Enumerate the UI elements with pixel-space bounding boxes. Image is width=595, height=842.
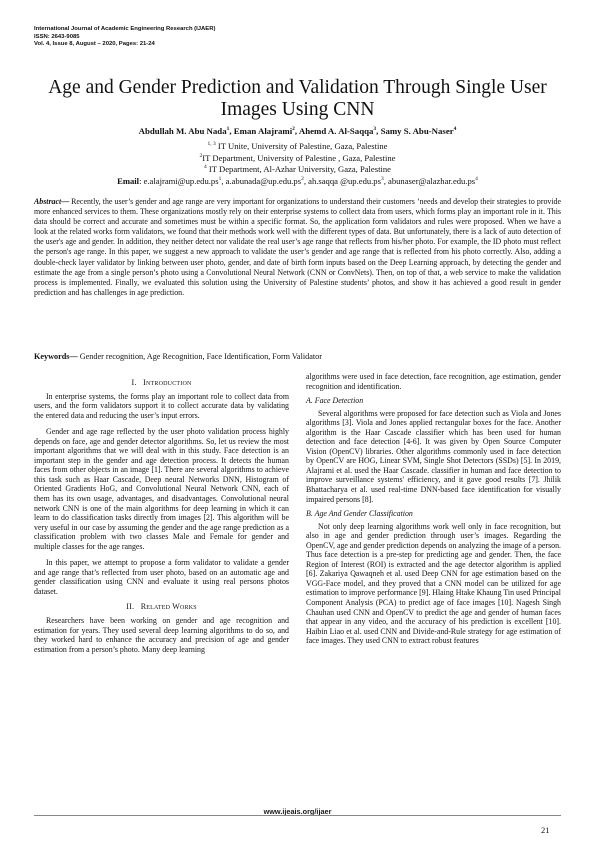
paragraph: Several algorithms were proposed for face detection such as Viola and Jones algorithms [3]. Viola and Jones applied rectangular boxes for the face. Another algorithm is the Haar Cascade classifier which has been used for human detection and face detection [4-6]. It was given by Open Source Computer Vision (OpenCV) libraries. Other algorithms commonly used in face detection by OpenCV are HOG, Linear SVM, Single Shot Detectors (SSDs) [5]. In 2019, Alajrami et al. used the Haar Cascade. classifier in human and face detection to improve surveillance systems' efficiency, and it gave good results [7]. Jhilik Bhattacharya et al. used real-time DNN-based face identification for visually impaired persons [8]. <box>306 408 561 504</box>
author-sup: 2 <box>292 126 295 133</box>
affiliation-line <box>34 141 561 153</box>
paragraph: In this paper, we attempt to propose a form validator to validate a gender and age range that’s reflected from user photo, based on an automatic age and gender classification using CNN and evaluate it using real persons photos dataset. <box>34 558 289 596</box>
author-name: Ahemd A. Al-Saqqa <box>298 126 374 136</box>
affiliation-text: IT Department, Al-Azhar University, Gaza, Palestine <box>206 164 391 175</box>
paragraph: algorithms were used in face detection, face recognition, age estimation, gender recognition and identification. <box>306 372 561 391</box>
author-separator: , <box>229 126 234 136</box>
section-title: Related Works <box>140 602 197 612</box>
section-number: I. <box>131 378 137 387</box>
author-sup: 1 <box>226 126 230 133</box>
affiliation-line <box>34 164 561 176</box>
affiliation-text: IT Department, University of Palestine , Gaza, Palestine <box>202 152 396 163</box>
email-label: Email <box>117 176 140 187</box>
journal-header <box>34 26 215 49</box>
keywords-dash: — <box>69 352 80 361</box>
author-name: Abdullah M. Abu Nada <box>138 126 227 136</box>
paragraph: Gender and age rage reflected by the user photo validation process highly depends on face, age and gender detector algorithms. So, let us review the most important algorithms that we will deal with in this study. Face detection is an important step in the gender and age detection process. It detects the human faces from other objects in an image [1]. There are several algorithms to achieve this task such as Haar Cascade, Deep neural Networks DNN, Histogram of Oriented Gradients HoG, and Convolutional Neural Network CNN, each of them has its own usage, advantages, and disadvantages. Convolutional neural network CNN is one of the main algorithms for deep learning in which it can learn to do classification tasks directly from images [2]. This algorithm will be very useful in our case by assuming the gender and the age range prediction as a classification problem with two classes Male and Female for gender and multiple classes for the age ranges. <box>34 427 289 551</box>
email-sup: 2 <box>301 176 304 183</box>
section-heading-introduction <box>34 378 289 388</box>
email-sup: 4 <box>475 176 478 183</box>
abstract <box>34 197 561 298</box>
right-column <box>306 372 561 646</box>
page-number: 21 <box>541 825 550 835</box>
keywords <box>34 352 561 361</box>
abstract-dash: — <box>61 197 72 206</box>
email-sup: 1 <box>218 176 222 183</box>
paragraph: In enterprise systems, the forms play an important role to collect data from users, and the form validators support it to collect accurate data by validating the entered data and reducing the user’s input errors. <box>34 391 289 420</box>
paragraph: Researchers have been working on gender and age recognition and estimation for years. They used several deep learning algorithms to do so, and they worked hard to enhance the accuracy and precision of age and gender estimation from a person’s photo. Many deep learning <box>34 616 289 654</box>
keywords-label: Keywords <box>34 352 70 361</box>
journal-url[interactable]: www.ijeais.org/ijaer <box>263 807 332 816</box>
email-address[interactable]: , ah.saqqa @up.edu.ps <box>303 176 381 187</box>
journal-name: International Journal of Academic Engineering Research (IJAER) <box>34 26 216 32</box>
abstract-label: Abstract <box>34 197 62 206</box>
author-name: Eman Alajrami <box>233 126 293 136</box>
author-separator: , <box>376 126 381 136</box>
author-separator: , <box>294 126 299 136</box>
section-title: Introduction <box>143 378 192 387</box>
email-line <box>34 176 561 188</box>
paper-title: Age and Gender Prediction and Validation Through Single User Images Using CNN <box>48 77 547 120</box>
email-address[interactable]: , abunaser@alazhar.edu.ps <box>383 176 476 187</box>
footer-rule <box>34 815 561 816</box>
email-sup: 3 <box>380 176 384 183</box>
section-heading-related-works <box>34 602 289 612</box>
subsection-heading-face-detection: A. Face Detection <box>306 396 364 406</box>
author-sup: 3 <box>373 126 377 133</box>
affiliations <box>34 141 561 188</box>
affiliation-sup: 2 <box>199 152 203 159</box>
email-address[interactable]: : e.alajrami@up.edu.ps <box>139 176 219 187</box>
keywords-text: Gender recognition, Age Recognition, Face Identification, Form Validator <box>79 352 322 361</box>
journal-volume: Vol. 4, Issue 8, August – 2020, Pages: 21-24 <box>34 41 155 48</box>
author-sup: 4 <box>453 126 457 133</box>
author-list <box>34 126 561 136</box>
journal-issn: ISSN: 2643-9085 <box>34 33 80 40</box>
author-name: Samy S. Abu-Naser <box>380 126 454 136</box>
affiliation-sup: 1, 3 <box>207 141 216 148</box>
abstract-text: Recently, the user’s gender and age range are very important for organizations to understand their customers ’needs and develop their strategies to provide more enhanced services to them. These organizations mostly rely on their enterprise systems to collect data from users, which forms play an important role in it. This data should be correct and accurate and sometimes must be within a specific format. So, the application form validators and rules were proposed. When we have a look at the related works form validators, we found that their methods work well with the different types of data. But unfortunately, there is a lack of auto detection of the user's age and gender. In addition, they neither detect nor validate the real user’s age range that reflects from his/her photo. For example, the ID photo must reflect the person's age range. In this paper, we suggest a new approach to validate the user’s gender and age range that is reflected from his photo correctly. Also, adding a double-check layer validator by linking between user photo, gender, and date of birth form inputs based on the Deep Learning approach, by detecting the gender and estimate the age from a single person’s photo using a Convolutional Neural Network (CNN or ConvNets). Then, on top of that, a web service to make the validation process is implemented. Finally, we evaluated this solution using the University of Palestine students’ photos, and show it has achieved a good result in gender prediction and has challenges in age prediction. <box>34 197 561 297</box>
affiliation-text: IT Unite, University of Palestine, Gaza, Palestine <box>215 141 388 151</box>
paragraph: Not only deep learning algorithms work well only in face recognition, but also in age and gender prediction through user’s images. Regarding the OpenCV, age and gender prediction depends on analyzing the image of a person. Thus face detection is a pre-step for predicting age and gender. Then, the face Region of Interest (ROI) is extracted and the age detector algorithm is applied [6]. Zakariya Qawaqneh et al. used Deep CNN for age estimation based on the VGG-Face model, and they proved that a CNN model can be utilized for age estimation to improve performance [9]. Hlaing Htake Khaung Tin used Principal Component Analysis (PCA) to predict age of face images [10]. Nagesh Singh Chauhan used CNN and OpenCV to predict the age and gender of human faces that appear in any video, and the accuracy of his prediction is excellent [10]. Haibin Liao et al. used CNN and Divide-and-Rule strategy for age estimation of face images. They used CNN to extract robust features <box>306 521 561 646</box>
left-column <box>34 372 289 654</box>
affiliation-sup: 4 <box>204 164 207 171</box>
subsection-heading-age-gender: B. Age And Gender Classification <box>306 509 413 519</box>
section-number: II. <box>126 602 135 612</box>
email-address[interactable]: , a.abunada@up.edu.ps <box>221 176 302 187</box>
affiliation-line <box>34 153 561 165</box>
